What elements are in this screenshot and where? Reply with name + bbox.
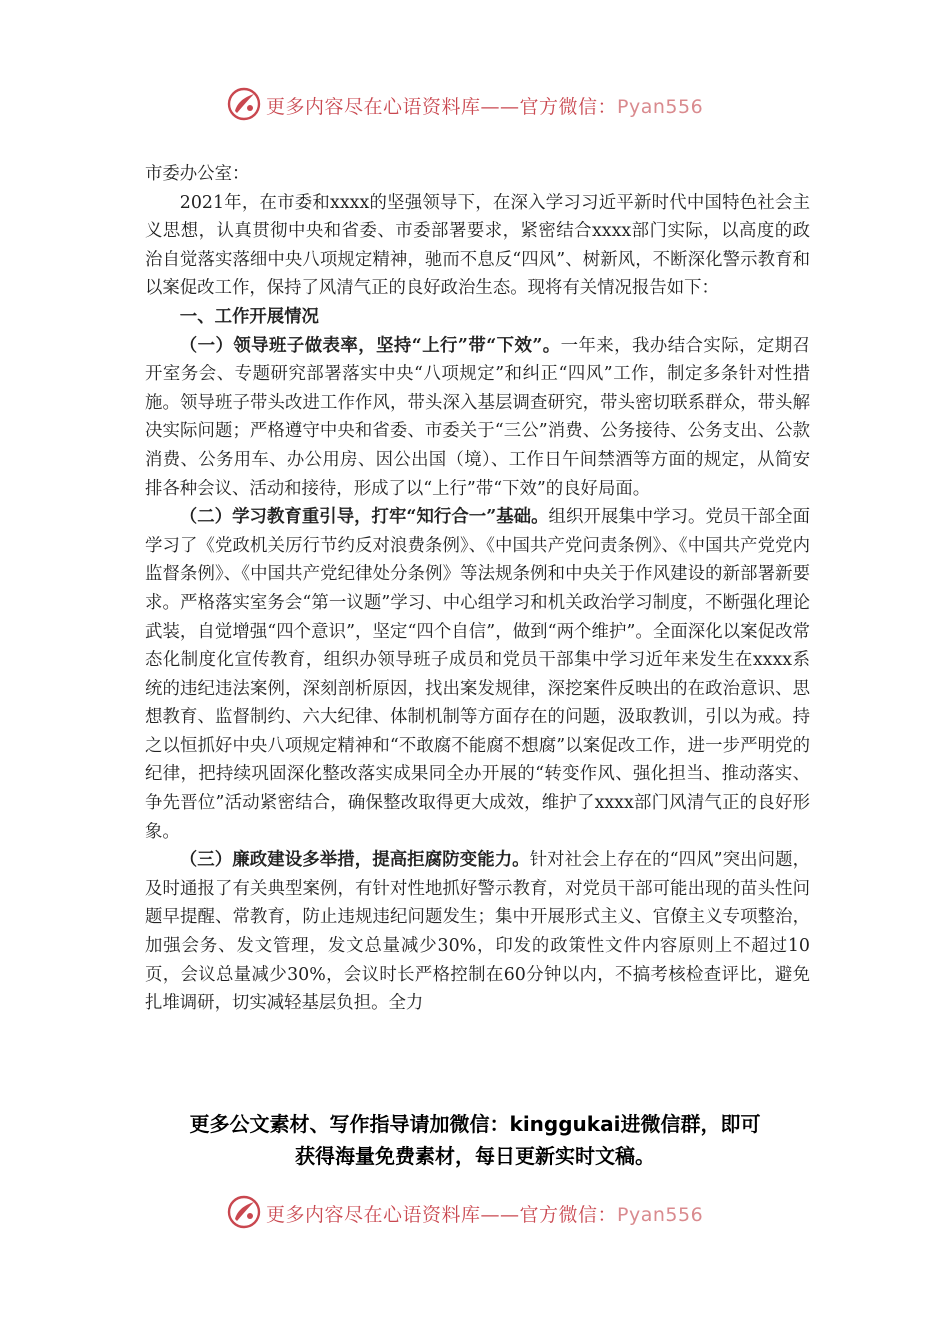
promo-notice: [0, 1108, 950, 1172]
document-body: [145, 160, 810, 1018]
wechat-id: Pyan556: [617, 96, 704, 118]
header-banner: [0, 86, 950, 126]
promo-line-2: 获得海量免费素材，每日更新实时文稿。: [295, 1144, 655, 1168]
section-heading-1: 一、工作开展情况: [179, 306, 319, 327]
paragraph-item-1: （一）领导班子做表率，坚持“上行”带“下效”。一年来，我办结合实际，定期召开室务会、专题研究部署落实中央“八项规定”和纠正“四风”工作，制定多条针对性措施。领导班子带头改进工作作风，带头深入基层调查研究，带头密切联系群众，带头解决实际问题；严格遵守中央和省委、市委关于“三公”消费、公务接待、公务支出、公款消费、公务用车、办公用房、因公出国（境）、工作日午间禁酒等方面的规定，从简安排各种会议、活动和接待，形成了以“上行”带“下效”的良好局面。: [145, 335, 810, 499]
footer-banner: [0, 1194, 950, 1234]
brand-logo-icon: [226, 86, 262, 122]
wechat-id: Pyan556: [617, 1204, 704, 1226]
item-heading-1: （一）领导班子做表率，坚持“上行”带“下效”。: [179, 335, 561, 356]
intro-paragraph: 2021年，在市委和xxxx的坚强领导下，在深入学习习近平新时代中国特色社会主义思想，认真贯彻中央和省委、市委部署要求，紧密结合xxxx部门实际，以高度的政治自觉落实落细中央八项规定精神，驰而不息反“四风”、树新风，不断深化警示教育和以案促改工作，保持了风清气正的良好政治生态。现将有关情况报告如下：: [145, 192, 810, 299]
paragraph-item-2: （二）学习教育重引导，打牢“知行合一”基础。组织开展集中学习。党员干部全面学习了《党政机关厉行节约反对浪费条例》、《中国共产党问责条例》、《中国共产党党内监督条例》、《中国共产党纪律处分条例》等法规条例和中央关于作风建设的新部署新要求。严格落实室务会“第一议题”学习、中心组学习和机关政治学习制度，不断强化理论武装，自觉增强“四个意识”，坚定“四个自信”，做到“两个维护”。全面深化以案促改常态化制度化宣传教育，组织办领导班子成员和党员干部集中学习近年来发生在xxxx系统的违纪违法案例，深刻剖析原因，找出案发规律，深挖案件反映出的在政治意识、思想教育、监督制约、六大纪律、体制机制等方面存在的问题，汲取教训，引以为戒。持之以恒抓好中央八项规定精神和“不敢腐不能腐不想腐”以案促改工作，进一步严明党的纪律，把持续巩固深化整改落实成果同全办开展的“转变作风、强化担当、推动落实、争先晋位”活动紧密结合，确保整改取得更大成效，维护了xxxx部门风清气正的良好形象。: [145, 507, 810, 842]
item-heading-3: （三）廉政建设多举措，提高拒腐防变能力。: [179, 850, 530, 871]
header-banner-text: 更多内容尽在心语资料库——官方微信：Pyan556: [266, 96, 704, 118]
paragraph-item-3: （三）廉政建设多举措，提高拒腐防变能力。针对社会上存在的“四风”突出问题，及时通报了有关典型案例，有针对性地抓好警示教育，对党员干部可能出现的苗头性问题早提醒、常教育，防止违规违纪问题发生；集中开展形式主义、官僚主义专项整治，加强会务、发文管理，发文总量减少30%，印发的政策性文件内容原则上不超过10页，会议总量减少30%，会议时长严格控制在60分钟以内，不搞考核检查评比，避免扎堆调研，切实减轻基层负担。全力: [145, 850, 810, 1014]
promo-line-1: 更多公文素材、写作指导请加微信：kinggukai进微信群，即可: [189, 1112, 761, 1136]
footer-banner-text: 更多内容尽在心语资料库——官方微信：Pyan556: [266, 1204, 704, 1226]
salutation: 市委办公室：: [145, 164, 250, 184]
brand-logo-icon: [226, 1194, 262, 1230]
item-heading-2: （二）学习教育重引导，打牢“知行合一”基础。: [179, 507, 549, 528]
